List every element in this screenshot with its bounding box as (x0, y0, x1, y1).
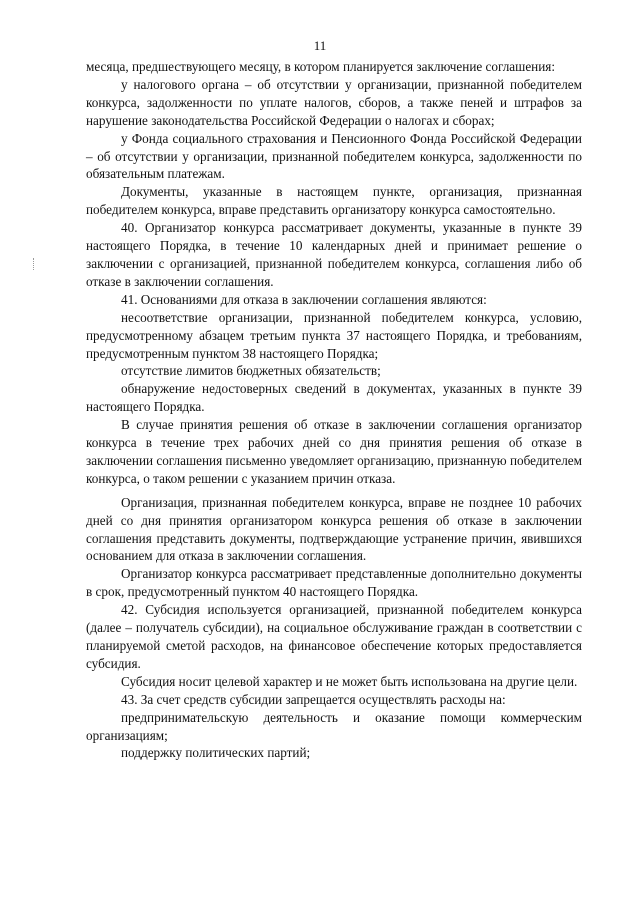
paragraph: у Фонда социального страхования и Пенсионного Фонда Российской Федерации – об отсутствии у организации, признанной победителем конкурса, задолженности по обязательным платежам. (86, 130, 582, 182)
paragraph: 41. Основаниями для отказа в заключении соглашения являются: (121, 291, 487, 307)
paragraph: поддержку политических партий; (121, 745, 311, 761)
paragraph: Организатор конкурса рассматривает представленные дополнительно документы в срок, предусмотренный пунктом 40 настоящего Порядка. (86, 566, 582, 600)
paragraph: несоответствие организации, признанной победителем конкурса, условию, предусмотренному абзацем третьим пункта 37 настоящего Порядка, и требованиям, предусмотренным пунктом 38 настоящего Порядка; (86, 309, 582, 361)
page-number: 11 (313, 38, 327, 53)
paragraph: обнаружение недостоверных сведений в документах, указанных в пункте 39 настоящего Порядка. (86, 381, 582, 415)
paragraph: Документы, указанные в настоящем пункте, организация, признанная победителем конкурса, вправе представить организатору конкурса самостоятельно. (86, 184, 582, 218)
paragraph: предпринимательскую деятельность и оказание помощи коммерческим организациям; (86, 709, 582, 743)
document-body (86, 58, 582, 762)
paragraph: месяца, предшествующего месяцу, в котором планируется заключение соглашения: (86, 59, 556, 74)
paragraph: Субсидия носит целевой характер и не может быть использована на другие цели. (121, 673, 578, 689)
paragraph: отсутствие лимитов бюджетных обязательств; (121, 363, 381, 379)
scan-mark (33, 258, 36, 270)
paragraph: 40. Организатор конкурса рассматривает документы, указанные в пункте 39 настоящего Порядка, в течение 10 календарных дней и принимает решение о заключении с организацией, признанной победителем конкурса, соглашения либо об отказе в заключении соглашения. (86, 220, 582, 289)
paragraph: 43. За счет средств субсидии запрещается осуществлять расходы на: (121, 691, 506, 707)
paragraph: В случае принятия решения об отказе в заключении соглашения организатор конкурса в течение трех рабочих дней со дня принятия решения об отказе в заключении соглашения письменно уведомляет организацию, признанную победителем конкурса, о таком решении с указанием причин отказа. (86, 417, 582, 486)
paragraph: Организация, признанная победителем конкурса, вправе не позднее 10 рабочих дней со дня принятия организатором конкурса решения об отказе в заключении соглашения представить документы, подтверждающие устранение причин, явившихся основанием для отказа в заключении соглашения. (86, 494, 582, 564)
paragraph: 42. Субсидия используется организацией, признанной победителем конкурса (далее – получатель субсидии), на социальное обслуживание граждан в соответствии с планируемой сметой расходов, на финансовое обеспечение которых предоставляется субсидия. (86, 602, 582, 671)
paragraph: у налогового органа – об отсутствии у организации, признанной победителем конкурса, задолженности по уплате налогов, сборов, а также пеней и штрафов за нарушение законодательства Российской Федерации о налогах и сборах; (86, 76, 582, 128)
